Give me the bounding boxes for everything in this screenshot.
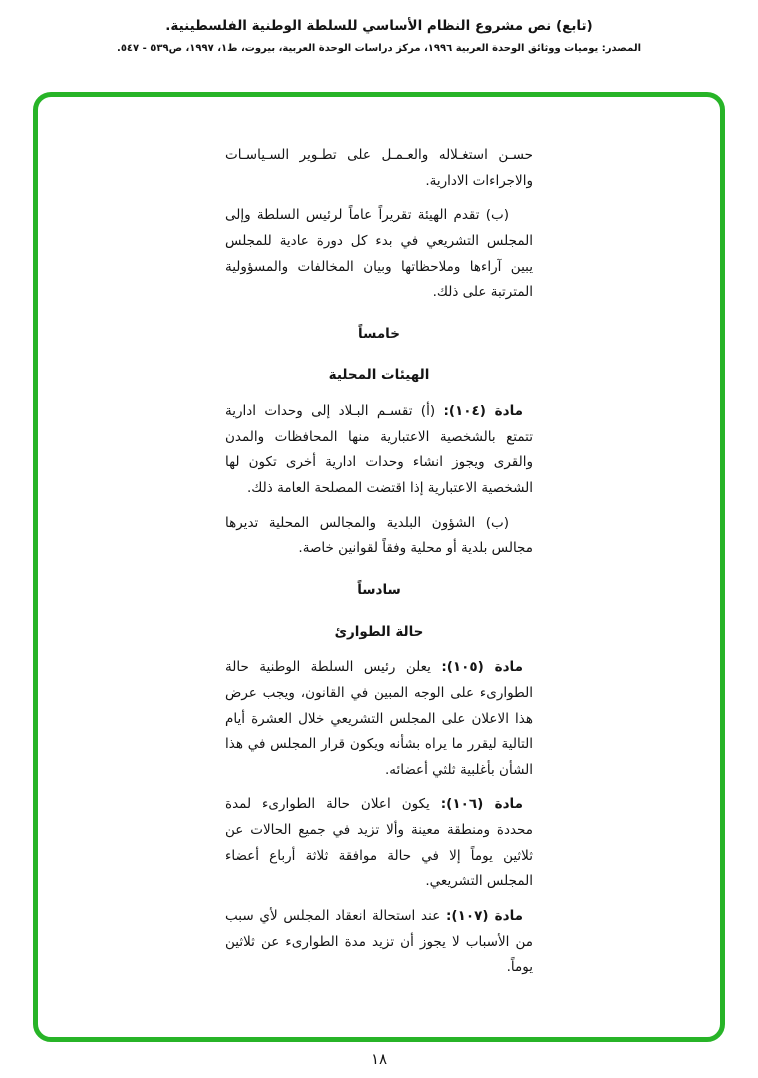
- source-citation: المصدر: يوميات ووثائق الوحدة العربية ١٩٩٦، مركز دراسات الوحدة العربية، بيروت، ط١، ١٩٩٧، ص٥٣٩ - ٥٤٧.: [117, 43, 641, 54]
- section-heading-state-of-emergency: حالة الطوارئ: [334, 623, 424, 640]
- article-107-text: عند استحالة انعقاد المجلس لأي سبب من الأسباب لا يجوز أن تزيد مدة الطوارىء عن ثلاثين يوماً.: [225, 908, 533, 976]
- article-107: [225, 904, 533, 981]
- section-heading-sixth: سادساً: [357, 581, 401, 598]
- section-heading-fifth: خامساً: [358, 325, 400, 342]
- article-107-number: مادة (١٠٧):: [446, 908, 524, 925]
- paragraph-continuation: حسـن استغـلاله والعـمـل على تطـوير السـياسـات والاجراءات الادارية.: [225, 147, 533, 189]
- document-title: (تابع) نص مشروع النظام الأساسي للسلطة الوطنية الفلسطينية.: [165, 18, 593, 34]
- article-104: [225, 399, 533, 502]
- paragraph-clause-b: (ب) تقدم الهيئة تقريراً عاماً لرئيس السلطة وإلى المجلس التشريعي في بدء كل دورة عادية للمجلس يبين آراءها وملاحظاتها وبيان المخالفات والمسؤولية المترتبة على ذلك.: [225, 207, 533, 301]
- article-104-number: مادة (١٠٤):: [443, 403, 523, 420]
- section-heading-local-bodies: الهيئات المحلية: [328, 367, 430, 384]
- page-header: [0, 0, 758, 54]
- article-104-text: (أ) تقسـم البـلاد إلى وحدات ادارية تتمتع بالشخصية الاعتبارية منها المحافظات والمدن والقرى ويجوز انشاء وحدات ادارية أخرى تكون لها الشخصية الاعتبارية إذا اقتضت المصلحة العامة ذلك.: [225, 403, 533, 497]
- article-105: [225, 655, 533, 783]
- article-105-number: مادة (١٠٥):: [441, 659, 523, 676]
- paragraph-clause-b-2: (ب) الشؤون البلدية والمجالس المحلية تديرها مجالس بلدية أو محلية وفقاً لقوانين خاصة.: [225, 514, 533, 557]
- article-106: [225, 792, 533, 895]
- content-frame: [33, 92, 725, 1042]
- article-106-text: يكون اعلان حالة الطوارىء لمدة محددة ومنطقة معينة وألا تزيد في جميع الحالات عن ثلاثين يوماً إلا في حالة موافقة ثلاثة أرباع أعضاء المجلس التشريعي.: [225, 796, 533, 890]
- article-106-number: مادة (١٠٦):: [440, 796, 523, 813]
- document-body: [225, 143, 533, 981]
- page-number: ١٨: [370, 1050, 388, 1068]
- article-105-text: يعلن رئيس السلطة الوطنية حالة الطوارىء على الوجه المبين في القانون، ويجب عرض هذا الاعلان على المجلس التشريعي خلال العشرة أيام التالية ليقرر ما يراه بشأنه ويكون قرار المجلس في هذا الشأن بأغلبية ثلثي أعضائه.: [225, 659, 533, 778]
